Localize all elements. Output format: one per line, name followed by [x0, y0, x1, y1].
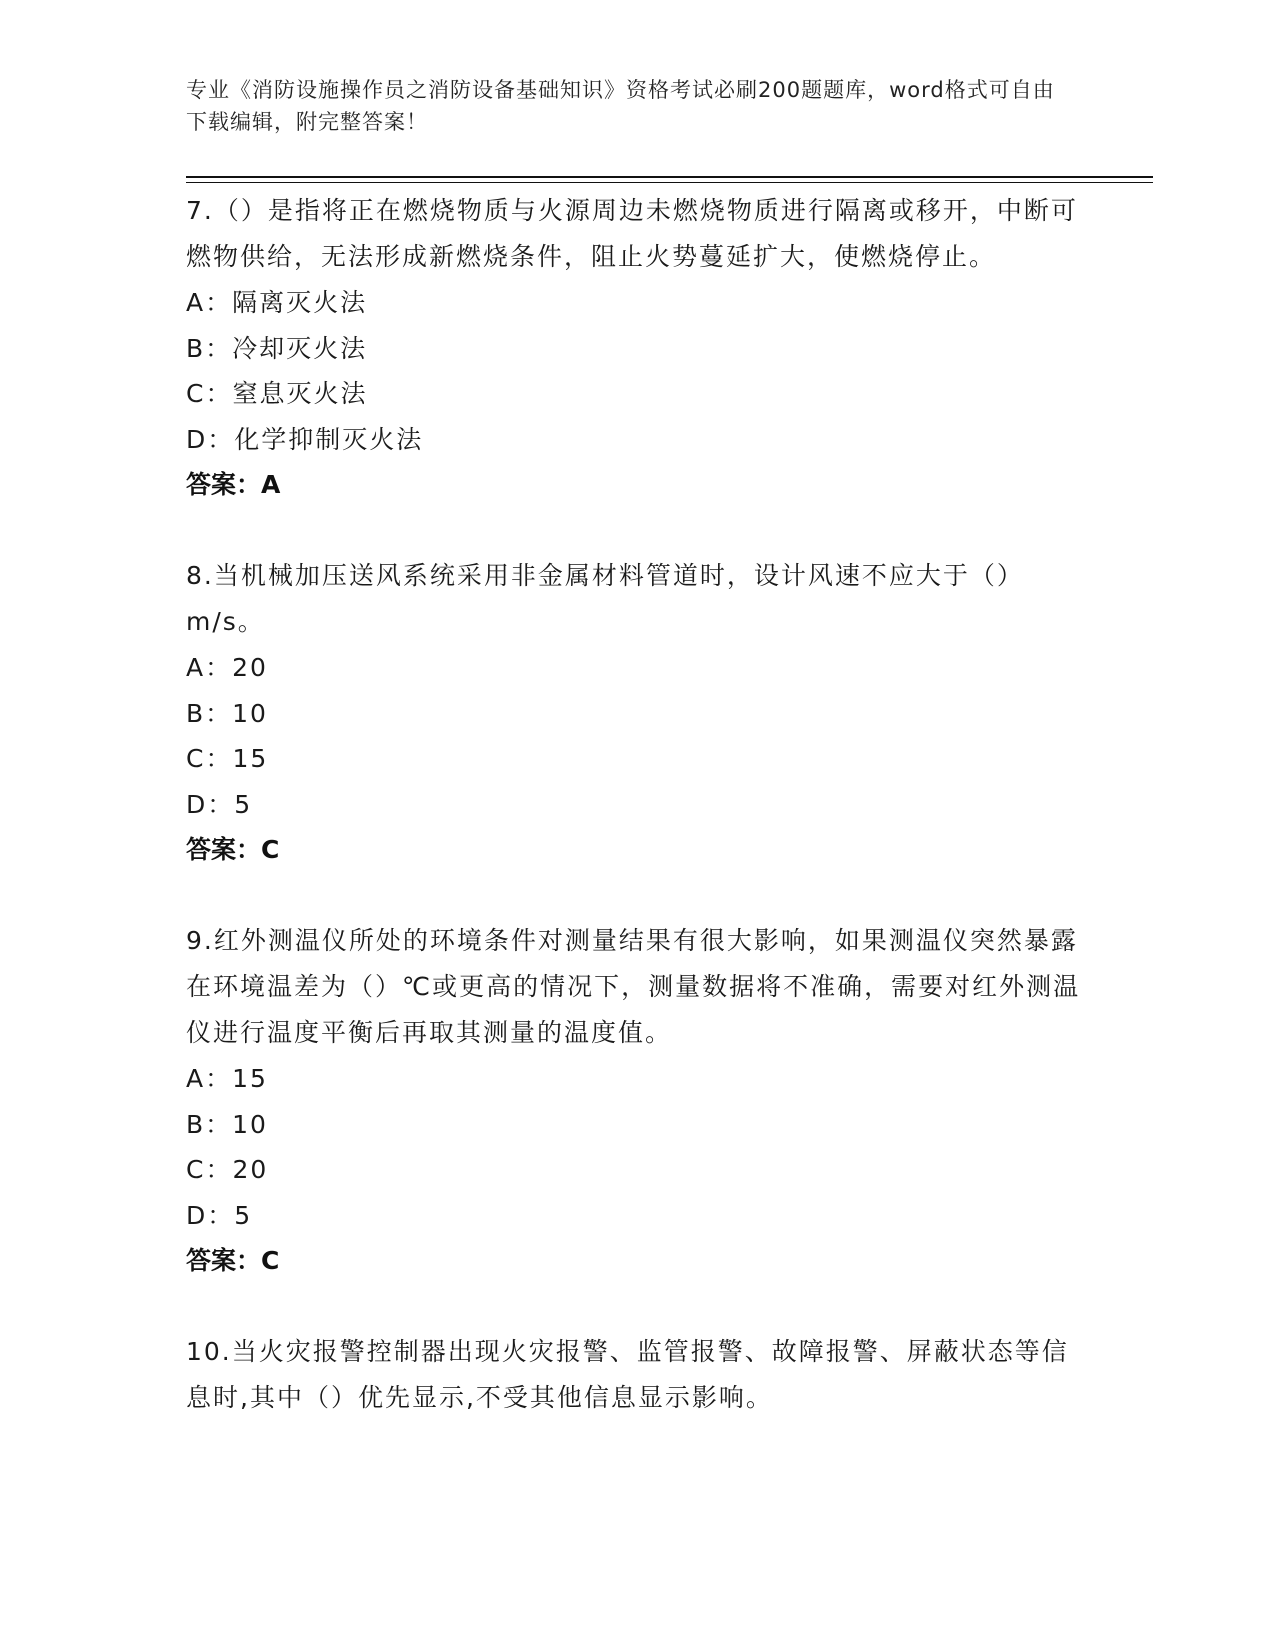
option-a: A：15	[186, 1064, 268, 1093]
option-b: B：冷却灭火法	[186, 333, 368, 363]
option-d: D：5	[186, 1200, 253, 1230]
header-rule-thick	[186, 176, 1153, 178]
answer-label: 答案：A	[186, 470, 281, 499]
question-list	[186, 188, 1086, 1421]
option-b: B：10	[186, 1109, 268, 1139]
question-text: 9.红外测温仪所处的环境条件对测量结果有很大影响，如果测温仪突然暴露在环境温差为（）℃或更高的情况下，测量数据将不准确，需要对红外测温仪进行温度平衡后再取其测量的温度值。	[186, 926, 1081, 1047]
document-header: 专业《消防设施操作员之消防设备基础知识》资格考试必刷200题题库，word格式可自由下载编辑，附完整答案！	[186, 78, 1055, 134]
option-c: C：窒息灭火法	[186, 379, 368, 408]
option-b: B：10	[186, 698, 268, 728]
answer-label: 答案：C	[186, 1246, 280, 1275]
option-d: D：化学抑制灭火法	[186, 424, 424, 454]
answer-label: 答案：C	[186, 835, 280, 864]
option-a: A：隔离灭火法	[186, 288, 368, 317]
header-rule-thin	[186, 182, 1153, 183]
question-text: 8.当机械加压送风系统采用非金属材料管道时，设计风速不应大于（）m/s。	[186, 561, 1024, 636]
option-a: A：20	[186, 653, 268, 682]
question-10	[186, 1329, 1086, 1421]
question-7	[186, 188, 1086, 508]
spacer	[186, 873, 1086, 918]
question-8	[186, 553, 1086, 873]
option-c: C：20	[186, 1155, 269, 1184]
question-text: 7.（）是指将正在燃烧物质与火源周边未燃烧物质进行隔离或移开，中断可燃物供给，无法形成新燃烧条件，阻止火势蔓延扩大，使燃烧停止。	[186, 196, 1078, 271]
option-d: D：5	[186, 789, 253, 819]
question-text: 10.当火灾报警控制器出现火灾报警、监管报警、故障报警、屏蔽状态等信息时,其中（）优先显示,不受其他信息显示影响。	[186, 1337, 1069, 1412]
spacer	[186, 1284, 1086, 1329]
option-c: C：15	[186, 744, 269, 773]
question-9	[186, 918, 1086, 1284]
spacer	[186, 508, 1086, 553]
